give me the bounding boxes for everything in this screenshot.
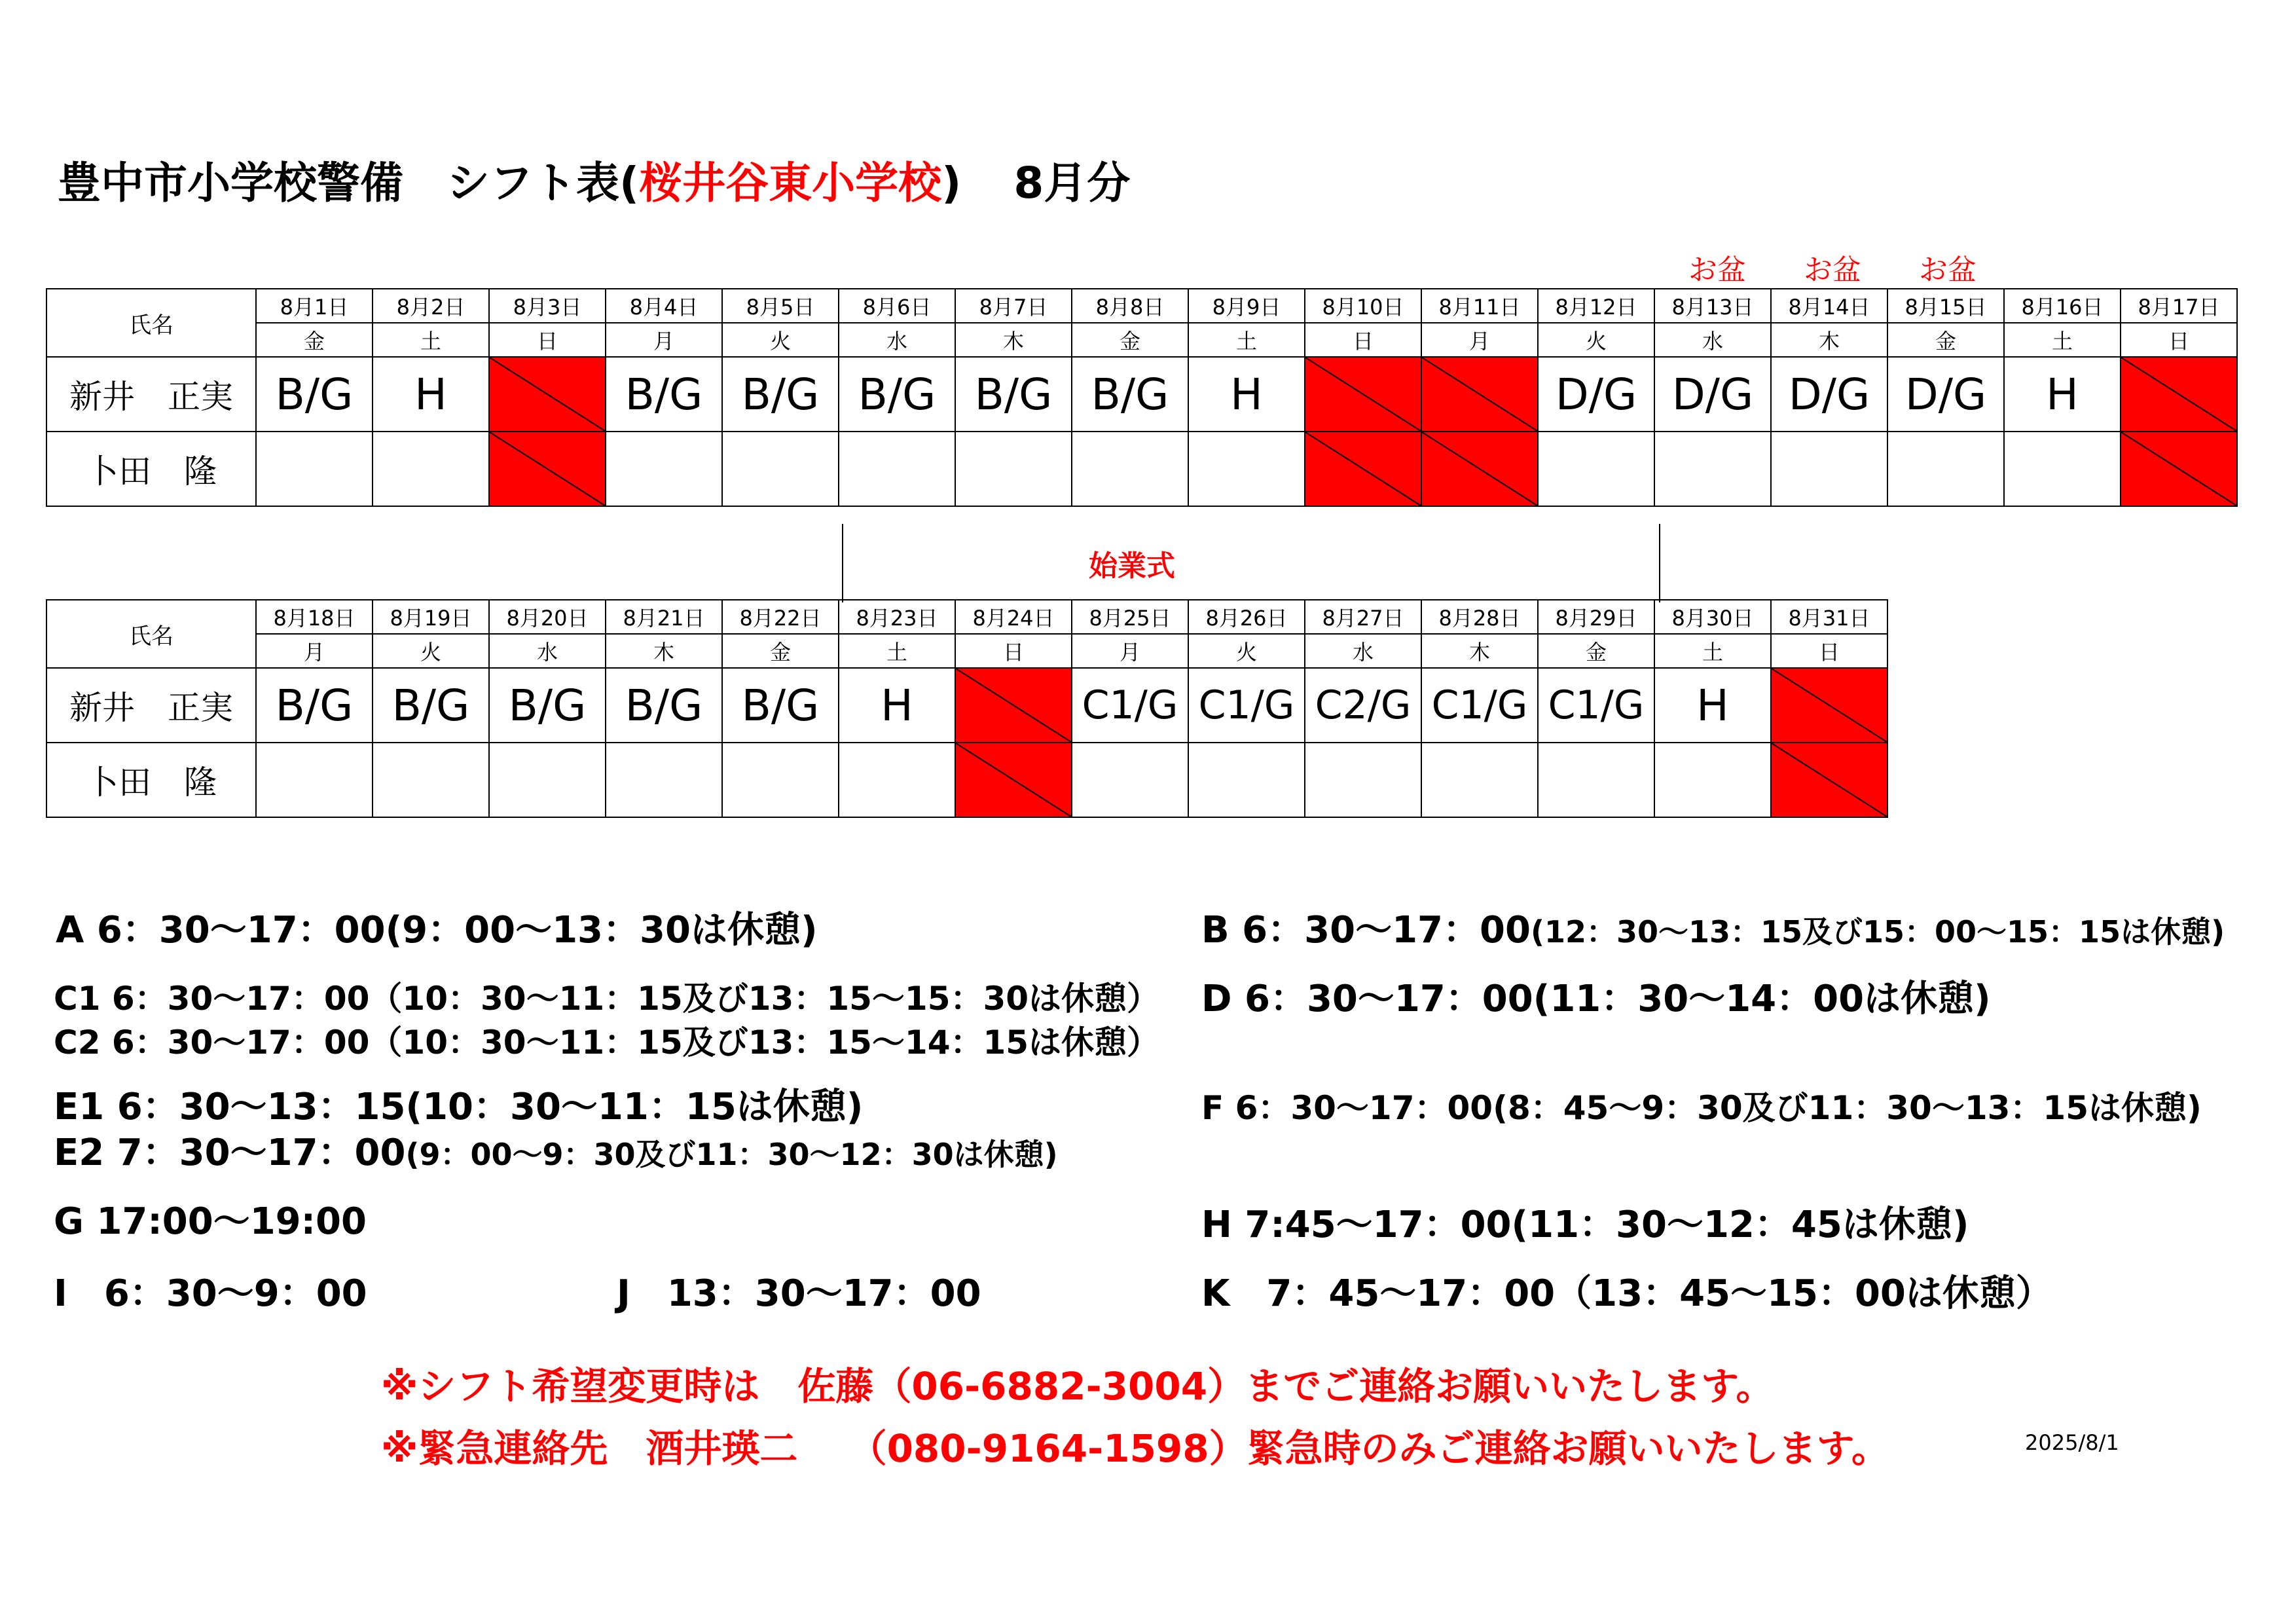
date-header: 8月30日 (1654, 600, 1771, 634)
shift-cell: B/G (606, 357, 722, 432)
shift-cell (373, 432, 489, 506)
shift-cell (1538, 743, 1654, 817)
day-off-diagonal (490, 358, 605, 431)
day-off-diagonal (1772, 743, 1887, 817)
shift-cell (606, 743, 722, 817)
weekday-header: 木 (1771, 323, 1887, 357)
shift-cell (1305, 743, 1421, 817)
shift-cell (256, 432, 373, 506)
legend-i: I 6：30～9：00 (54, 1272, 367, 1315)
legend-f: F 6：30～17：00(8：45～9：30及び11：30～13：15は休憩) (1201, 1089, 2202, 1127)
date-header: 8月9日 (1188, 289, 1305, 323)
shift-cell: H (2004, 357, 2121, 432)
weekday-header: 日 (489, 323, 606, 357)
date-header: 8月11日 (1421, 289, 1538, 323)
legend-e2 (54, 1133, 1058, 1173)
shift-cell: B/G (722, 668, 839, 743)
weekday-header: 月 (256, 634, 373, 668)
date-header: 8月12日 (1538, 289, 1654, 323)
day-off-cell (955, 743, 1072, 817)
staff-row (46, 668, 1887, 743)
date-header: 8月19日 (373, 600, 489, 634)
staff-name: 卜田 隆 (46, 743, 256, 817)
weekday-header: 土 (1654, 634, 1771, 668)
weekday-header: 日 (1305, 323, 1421, 357)
weekday-header: 日 (2121, 323, 2237, 357)
shift-cell: C1/G (1188, 668, 1305, 743)
date-header: 8月13日 (1654, 289, 1771, 323)
shift-cell: D/G (1538, 357, 1654, 432)
notice-emergency-contact: ※緊急連絡先 酒井瑛二 （080-9164-1598）緊急時のみご連絡お願いいたします。 (381, 1426, 1890, 1471)
weekday-header: 月 (606, 323, 722, 357)
school-name: 桜井谷東小学校 (639, 158, 942, 208)
date-header: 8月14日 (1771, 289, 1887, 323)
obon-label-14: お盆 (1804, 253, 1861, 287)
opening-bracket-right (1659, 524, 1660, 602)
day-off-cell (2121, 432, 2237, 506)
date-header: 8月29日 (1538, 600, 1654, 634)
legend-h: H 7:45～17：00(11：30～12：45は休憩) (1201, 1204, 1969, 1246)
weekday-header: 火 (1538, 323, 1654, 357)
date-header: 8月18日 (256, 600, 373, 634)
shift-cell: H (839, 668, 955, 743)
weekday-header: 木 (955, 323, 1072, 357)
shift-cell (489, 743, 606, 817)
day-off-diagonal (956, 743, 1071, 817)
weekday-header: 木 (1421, 634, 1538, 668)
day-off-diagonal (1422, 432, 1537, 506)
date-header: 8月15日 (1887, 289, 2004, 323)
shift-cell: H (1188, 357, 1305, 432)
day-off-diagonal (1305, 358, 1421, 431)
shift-cell (1188, 432, 1305, 506)
shift-cell (1654, 432, 1771, 506)
obon-label-13: お盆 (1688, 253, 1746, 287)
shift-cell (722, 743, 839, 817)
date-header: 8月2日 (373, 289, 489, 323)
legend-e2-breaks: (9：00～9：30及び11：30～12：30は休憩) (405, 1137, 1058, 1172)
weekday-header: 火 (722, 323, 839, 357)
date-header: 8月1日 (256, 289, 373, 323)
weekday-header: 金 (722, 634, 839, 668)
staff-name: 新井 正実 (46, 357, 256, 432)
weekday-header: 土 (839, 634, 955, 668)
weekday-header: 土 (373, 323, 489, 357)
shift-cell (839, 743, 955, 817)
shift-cell: B/G (839, 357, 955, 432)
title-prefix: 豊中市小学校警備 シフト表( (58, 158, 640, 208)
shift-cell: B/G (256, 357, 373, 432)
shift-cell (1654, 743, 1771, 817)
weekday-header: 水 (1654, 323, 1771, 357)
legend-a: A 6：30～17：00(9：00～13：30は休憩) (56, 909, 818, 951)
shift-cell (955, 432, 1072, 506)
shift-cell: C1/G (1538, 668, 1654, 743)
date-header: 8月10日 (1305, 289, 1421, 323)
date-header: 8月22日 (722, 600, 839, 634)
date-header: 8月21日 (606, 600, 722, 634)
shift-cell: B/G (1072, 357, 1188, 432)
weekday-row (46, 634, 1887, 668)
shift-cell (1771, 432, 1887, 506)
staff-name: 新井 正実 (46, 668, 256, 743)
shift-cell: C2/G (1305, 668, 1421, 743)
shift-cell (1887, 432, 2004, 506)
date-header: 8月6日 (839, 289, 955, 323)
day-off-cell (489, 432, 606, 506)
weekday-header: 金 (1072, 323, 1188, 357)
staff-row (46, 357, 2237, 432)
legend-e1: E1 6：30～13：15(10：30～11：15は休憩) (54, 1086, 864, 1128)
weekday-header: 月 (1421, 323, 1538, 357)
date-header: 8月24日 (955, 600, 1072, 634)
date-header: 8月4日 (606, 289, 722, 323)
day-off-cell (1421, 357, 1538, 432)
day-off-cell (2121, 357, 2237, 432)
date-header: 8月20日 (489, 600, 606, 634)
weekday-header: 火 (373, 634, 489, 668)
weekday-header: 火 (1188, 634, 1305, 668)
day-off-diagonal (490, 432, 605, 506)
date-header: 8月16日 (2004, 289, 2121, 323)
shift-cell (1538, 432, 1654, 506)
day-off-cell (489, 357, 606, 432)
date-row (46, 289, 2237, 323)
obon-label-15: お盆 (1919, 253, 1977, 287)
staff-name: 卜田 隆 (46, 432, 256, 506)
page-title (58, 157, 1130, 209)
schedule-table-second-half (46, 599, 1888, 818)
shift-cell (2004, 432, 2121, 506)
legend-b-main: B 6：30～17：00 (1201, 909, 1531, 951)
date-header: 8月25日 (1072, 600, 1188, 634)
weekday-row (46, 323, 2237, 357)
staff-row (46, 432, 2237, 506)
weekday-header: 月 (1072, 634, 1188, 668)
weekday-header: 金 (1538, 634, 1654, 668)
name-column-header: 氏名 (46, 289, 256, 357)
weekday-header: 金 (1887, 323, 2004, 357)
day-off-cell (1771, 743, 1887, 817)
shift-cell: H (1654, 668, 1771, 743)
shift-cell: D/G (1654, 357, 1771, 432)
weekday-header: 金 (256, 323, 373, 357)
legend-b (1201, 910, 2225, 951)
date-header: 8月7日 (955, 289, 1072, 323)
shift-cell: D/G (1887, 357, 2004, 432)
shift-cell (1072, 743, 1188, 817)
date-header: 8月27日 (1305, 600, 1421, 634)
notice-shift-change: ※シフト希望変更時は 佐藤（06-6882-3004）までご連絡お願いいたします。 (381, 1364, 1774, 1409)
shift-cell (1188, 743, 1305, 817)
legend-e2-main: E2 7：30～17：00 (54, 1132, 406, 1174)
shift-cell: B/G (955, 357, 1072, 432)
shift-cell (606, 432, 722, 506)
title-suffix: ) (941, 158, 962, 208)
shift-cell (722, 432, 839, 506)
date-header: 8月23日 (839, 600, 955, 634)
day-off-cell (1421, 432, 1538, 506)
weekday-header: 土 (1188, 323, 1305, 357)
title-month: 8月分 (1013, 158, 1131, 208)
weekday-header: 日 (1771, 634, 1887, 668)
legend-b-breaks: (12：30～13：15及び15：00～15：15は休憩) (1530, 914, 2225, 950)
day-off-diagonal (1422, 358, 1537, 431)
date-header: 8月26日 (1188, 600, 1305, 634)
day-off-diagonal (2121, 358, 2236, 431)
legend-j: J 13：30～17：00 (617, 1272, 981, 1315)
shift-cell: D/G (1771, 357, 1887, 432)
weekday-header: 水 (839, 323, 955, 357)
legend-c1: C1 6：30～17：00（10：30～11：15及び13：15～15：30は休憩） (54, 980, 1160, 1018)
date-row (46, 600, 1887, 634)
weekday-header: 土 (2004, 323, 2121, 357)
day-off-cell (1305, 432, 1421, 506)
issue-date: 2025/8/1 (2025, 1430, 2119, 1455)
date-header: 8月3日 (489, 289, 606, 323)
shift-cell: B/G (373, 668, 489, 743)
shift-cell: B/G (722, 357, 839, 432)
weekday-header: 水 (489, 634, 606, 668)
shift-cell: C1/G (1072, 668, 1188, 743)
shift-cell (1421, 743, 1538, 817)
shift-cell: B/G (256, 668, 373, 743)
date-header: 8月8日 (1072, 289, 1188, 323)
shift-cell (1072, 432, 1188, 506)
day-off-diagonal (956, 669, 1071, 742)
legend-k: K 7：45～17：00（13：45～15：00は休憩） (1201, 1272, 2052, 1315)
day-off-diagonal (2121, 432, 2236, 506)
name-column-header: 氏名 (46, 600, 256, 668)
day-off-cell (1305, 357, 1421, 432)
schedule-table-first-half (46, 288, 2238, 507)
date-header: 8月5日 (722, 289, 839, 323)
legend-c2: C2 6：30～17：00（10：30～11：15及び13：15～14：15は休憩） (54, 1024, 1160, 1061)
weekday-header: 木 (606, 634, 722, 668)
shift-cell (256, 743, 373, 817)
legend-g: G 17:00～19:00 (54, 1200, 367, 1243)
opening-ceremony-label: 始業式 (1089, 549, 1175, 583)
day-off-cell (955, 668, 1072, 743)
shift-cell: B/G (489, 668, 606, 743)
date-header: 8月17日 (2121, 289, 2237, 323)
shift-cell: C1/G (1421, 668, 1538, 743)
weekday-header: 日 (955, 634, 1072, 668)
shift-cell (839, 432, 955, 506)
day-off-diagonal (1305, 432, 1421, 506)
day-off-cell (1771, 668, 1887, 743)
staff-row (46, 743, 1887, 817)
opening-bracket-left (842, 524, 843, 602)
shift-cell: H (373, 357, 489, 432)
date-header: 8月31日 (1771, 600, 1887, 634)
legend-d: D 6：30～17：00(11：30～14：00は休憩) (1201, 978, 1991, 1020)
date-header: 8月28日 (1421, 600, 1538, 634)
shift-cell (373, 743, 489, 817)
weekday-header: 水 (1305, 634, 1421, 668)
day-off-diagonal (1772, 669, 1887, 742)
shift-cell: B/G (606, 668, 722, 743)
